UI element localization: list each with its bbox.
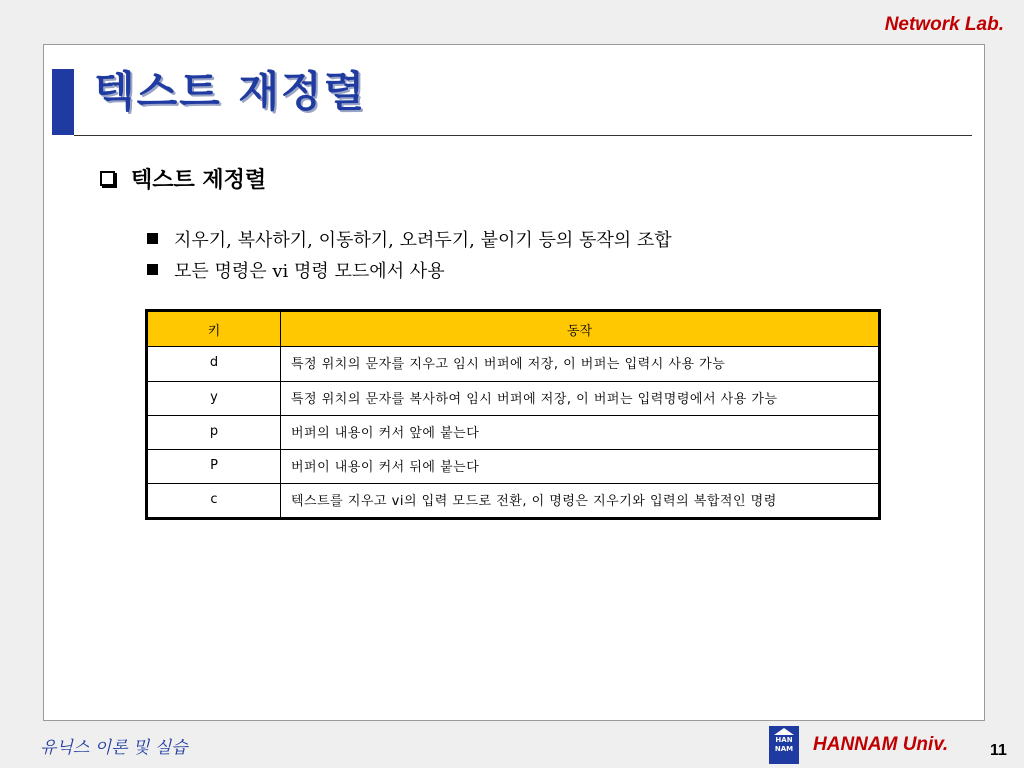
action-cell: 버퍼의 내용이 커서 앞에 붙는다 <box>281 416 880 450</box>
table-header-row <box>147 311 880 347</box>
table-row <box>147 347 880 382</box>
column-header-action: 동작 <box>281 311 880 347</box>
page-number: 11 <box>990 742 1007 759</box>
section-label: 텍스트 제정렬 <box>131 168 267 193</box>
list-item <box>147 254 672 285</box>
square-bullet-icon <box>147 233 158 244</box>
column-header-key: 키 <box>147 311 281 347</box>
action-cell: 특정 위치의 문자를 지우고 임시 버퍼에 저장, 이 버퍼는 입력시 사용 가능 <box>281 347 880 382</box>
university-logo-icon <box>769 726 799 764</box>
key-cell: P <box>147 450 281 484</box>
key-cell: c <box>147 484 281 519</box>
title-divider <box>74 135 972 136</box>
footer-university: HANNAM Univ. <box>813 734 949 755</box>
action-cell: 특정 위치의 문자를 복사하여 임시 버퍼에 저장, 이 버퍼는 입력명령에서 사용 가능 <box>281 382 880 416</box>
bullet-text: 모든 명령은 vi 명령 모드에서 사용 <box>174 260 445 282</box>
slide-frame <box>43 44 985 721</box>
key-cell: p <box>147 416 281 450</box>
bullet-list <box>147 223 672 285</box>
action-cell: 텍스트를 지우고 vi의 입력 모드로 전환, 이 명령은 지우기와 입력의 복합적인 명령 <box>281 484 880 519</box>
table-row <box>147 382 880 416</box>
logo-text: HAN NAM <box>774 736 794 753</box>
square-bullet-icon <box>147 264 158 275</box>
checkbox-bullet-icon <box>100 171 115 186</box>
list-item <box>147 223 672 254</box>
key-cell: y <box>147 382 281 416</box>
slide-title: 텍스트 재정렬 <box>94 67 367 116</box>
vi-command-table <box>145 309 881 520</box>
bullet-text: 지우기, 복사하기, 이동하기, 오려두기, 붙이기 등의 동작의 조합 <box>174 229 672 251</box>
table-row <box>147 450 880 484</box>
footer-course-title: 유닉스 이론 및 실습 <box>40 738 188 758</box>
section-heading <box>100 163 266 194</box>
table-row <box>147 416 880 450</box>
table-row <box>147 484 880 519</box>
key-cell: d <box>147 347 281 382</box>
header-brand: Network Lab. <box>884 14 1004 35</box>
logo-roof-shape <box>774 728 794 735</box>
title-accent-bar <box>52 69 74 135</box>
action-cell: 버퍼이 내용이 커서 뒤에 붙는다 <box>281 450 880 484</box>
